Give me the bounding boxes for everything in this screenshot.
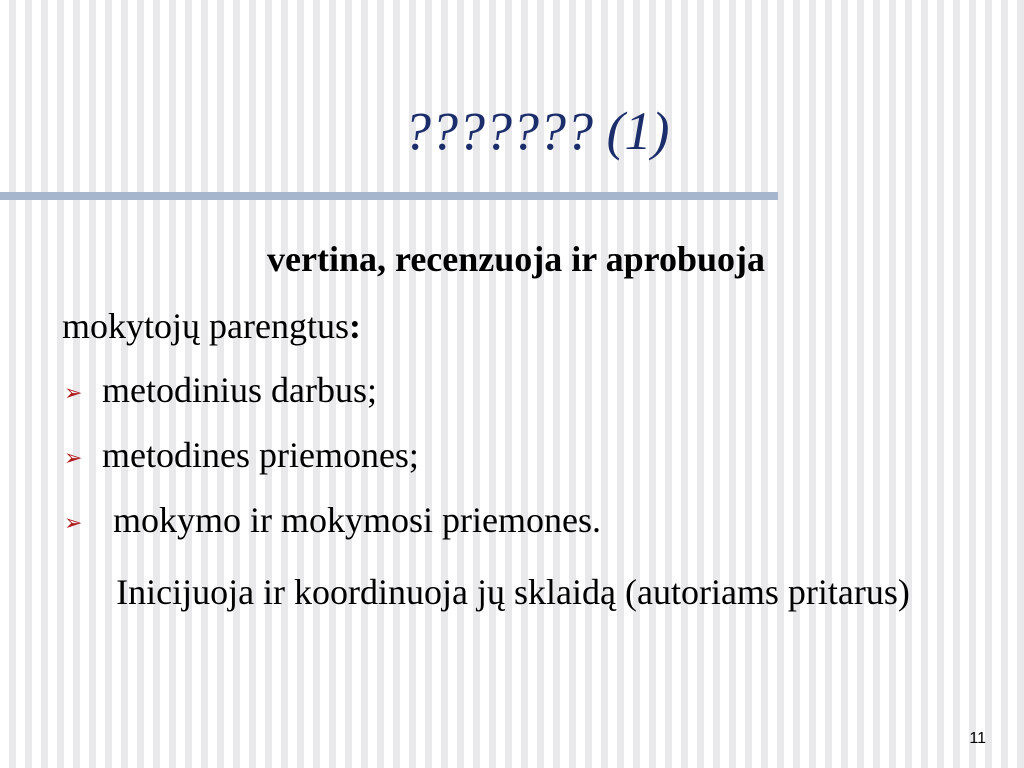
arrow-bullet-icon: ➢ [64, 511, 83, 536]
slide-title: ??????? (1) [404, 101, 670, 161]
intro-text [62, 308, 361, 344]
bullet-item: mokymo ir mokymosi priemones. [113, 500, 601, 540]
intro-colon: : [348, 306, 361, 346]
arrow-bullet-icon: ➢ [64, 446, 83, 471]
arrow-bullet-icon: ➢ [64, 381, 83, 406]
intro-label: mokytojų parengtus [62, 306, 349, 346]
page-number: 11 [969, 730, 986, 747]
closing-text: Inicijuoja ir koordinuoja jų sklaidą (autoriams pritarus) [116, 572, 910, 612]
bullet-item: metodines priemones; [102, 435, 419, 475]
title-underline [0, 192, 778, 200]
lead-text: vertina, recenzuoja ir aprobuoja [267, 239, 765, 279]
bullet-item: metodinius darbus; [102, 370, 377, 410]
